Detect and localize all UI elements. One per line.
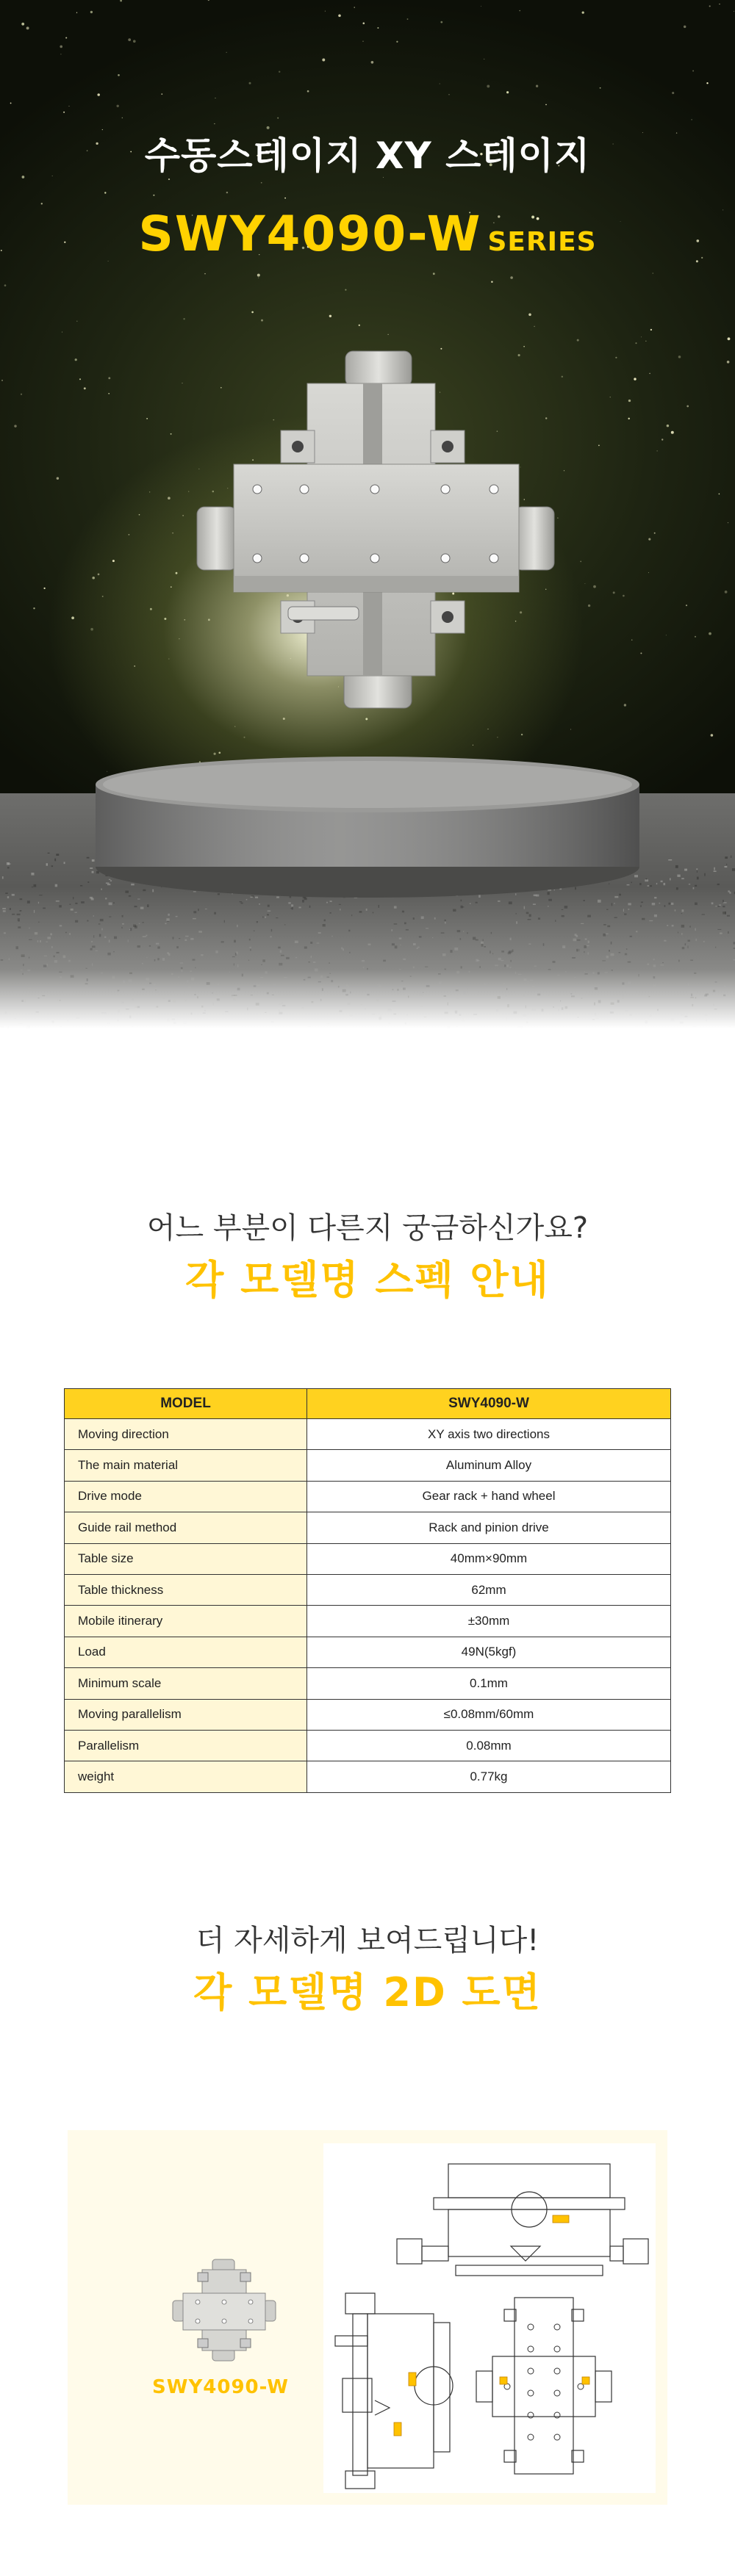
spec-row-value: Aluminum Alloy — [307, 1450, 671, 1481]
spec-row-value: 49N(5kgf) — [307, 1637, 671, 1667]
spec-table-body — [65, 1419, 671, 1793]
hero-title: 수동스테이지 XY 스테이지 — [144, 134, 591, 177]
spec-row-key: Moving parallelism — [65, 1699, 307, 1730]
spec-row-value: 62mm — [307, 1574, 671, 1605]
spec-row-value: 0.1mm — [307, 1668, 671, 1699]
spec-row — [65, 1543, 671, 1574]
spec-row-value: Gear rack + hand wheel — [307, 1481, 671, 1512]
spec-row-key: Drive mode — [65, 1481, 307, 1512]
product-thumbnail — [165, 2255, 283, 2365]
hero-model-name: SWY4090-W — [138, 206, 482, 262]
spec-row-key: Guide rail method — [65, 1512, 307, 1543]
spec-row-key: Table thickness — [65, 1574, 307, 1605]
spec-row-key: Mobile itinerary — [65, 1606, 307, 1637]
spec-row — [65, 1450, 671, 1481]
spec-row — [65, 1730, 671, 1761]
spec-row-value: Rack and pinion drive — [307, 1512, 671, 1543]
pedestal — [96, 757, 639, 898]
spec-row — [65, 1668, 671, 1699]
hero-series-label: SERIES — [487, 227, 597, 257]
spec-row-key: Moving direction — [65, 1419, 307, 1450]
spec-row-value: 0.77kg — [307, 1761, 671, 1792]
drawing-model-label: SWY4090-W — [152, 2376, 289, 2398]
xy-stage-render — [197, 351, 554, 708]
spec-row-value: ±30mm — [307, 1606, 671, 1637]
spec-row-value: 0.08mm — [307, 1730, 671, 1761]
spec-row — [65, 1637, 671, 1667]
spec-header-value: SWY4090-W — [307, 1389, 671, 1419]
spec-row-key: Table size — [65, 1543, 307, 1574]
spec-row — [65, 1606, 671, 1637]
spec-row — [65, 1761, 671, 1792]
hero-banner — [0, 0, 735, 1028]
spec-section-title: 각 모델명 스펙 안내 — [185, 1257, 550, 1303]
spec-row-key: Load — [65, 1637, 307, 1667]
drawing-section-title: 각 모델명 2D 도면 — [193, 1969, 542, 2016]
technical-drawing-sheet — [323, 2143, 656, 2493]
spec-header-key: MODEL — [65, 1389, 307, 1419]
spec-row-value: ≤0.08mm/60mm — [307, 1699, 671, 1730]
spec-row — [65, 1481, 671, 1512]
spec-row — [65, 1699, 671, 1730]
spec-row-key: weight — [65, 1761, 307, 1792]
spec-table-header — [65, 1389, 671, 1419]
spec-row — [65, 1419, 671, 1450]
spec-row-value: XY axis two directions — [307, 1419, 671, 1450]
hero-model-line — [0, 206, 735, 262]
spec-section-subtitle: 어느 부분이 다른지 궁금하신가요? — [146, 1211, 589, 1245]
drawing-section-subtitle: 더 자세하게 보여드립니다! — [196, 1924, 539, 1958]
spec-row-key: The main material — [65, 1450, 307, 1481]
spec-row-value: 40mm×90mm — [307, 1543, 671, 1574]
spec-row-key: Parallelism — [65, 1730, 307, 1761]
spec-row — [65, 1512, 671, 1543]
spec-table — [64, 1388, 671, 1793]
spec-row — [65, 1574, 671, 1605]
technical-drawing — [323, 2143, 656, 2493]
spec-row-key: Minimum scale — [65, 1668, 307, 1699]
